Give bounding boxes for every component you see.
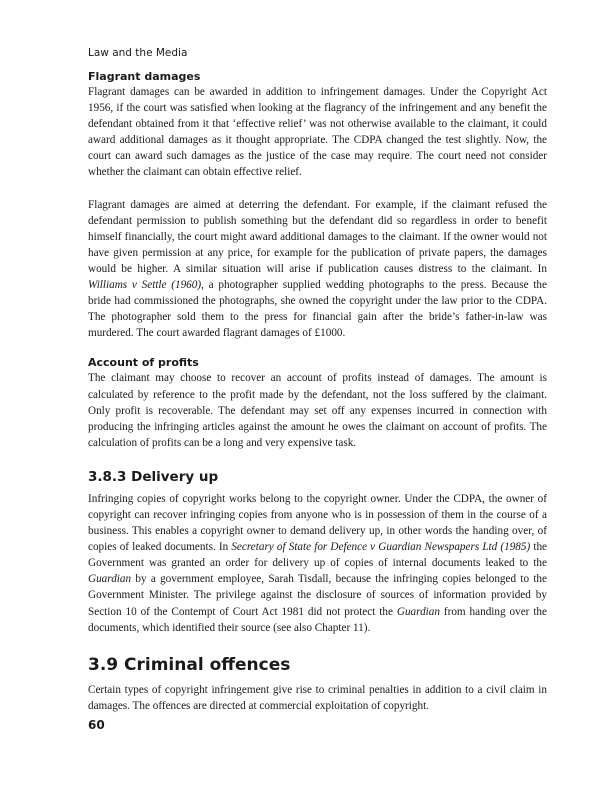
flagrant-damages-heading: Flagrant damages: [88, 70, 201, 83]
book-page: [88, 46, 547, 733]
running-head: Law and the Media: [88, 47, 188, 59]
newspaper-name: Guardian: [88, 573, 132, 586]
flagrant-damages-paragraph-2: Flagrant damages are aimed at deterring the defendant. For example, if the claimant refused the defendant permission to publish something but the defendant did so regardless in order to benefit himself financially, the court might award additional damages to the claimant. If the owner would not have given permission at any price, for example for the publication of private papers, the damages would be higher. A similar situation will arise if publication causes distress to the claimant. In Williams v Settle (1960), a photographer supplied wedding photographs to the press. Because the bride had commissioned the photographs, she owned the copyright under the law prior to the CDPA. The photographer sold them to the press for financial gain after the bride’s father-in-law was murdered. The court awarded flagrant damages of £1000.: [88, 198, 547, 340]
flagrant-damages-paragraph-1: Flagrant damages can be awarded in addition to infringement damages. Under the Copyright Act 1956, if the court was satisfied when looking at the flagrancy of the infringement and any benefit the defendant obtained from it that ‘effective relief’ was not otherwise available to the claimant, it could award additional damages as it thought appropriate. The CDPA changed the test slightly. Now, the court can award such damages as the justice of the case may require. The court need not consider whether the claimant can obtain effective relief.: [88, 86, 547, 179]
delivery-up-paragraph: Infringing copies of copyright works belong to the copyright owner. Under the CDPA, the owner of copyright can recover infringing copies from anyone who is in possession of them in the course of a business. This enables a copyright owner to demand delivery up, in other words the handing over, of copies of leaked documents. In Secretary of State for Defence v Guardian Newspapers Ltd (1985) the Government was granted an order for delivery up of copies of internal documents leaked to the Guardian by a government employee, Sarah Tisdall, because the infringing copies belonged to the Government Minister. The privilege against the disclosure of sources of information provided by Section 10 of the Contempt of Court Act 1981 did not protect the Guardian from handing over the documents, which identified their source (see also Chapter 11).: [88, 492, 547, 634]
section-delivery-up-heading: 3.8.3 Delivery up: [88, 468, 219, 485]
account-of-profits-heading: Account of profits: [88, 356, 199, 370]
account-of-profits-paragraph: The claimant may choose to recover an account of profits instead of damages. The amount is calculated by reference to the profit made by the defendant, not the loss suffered by the claimant. Only profit is recoverable. The defendant may set off any expenses incurred in connection with producing the infringing articles against the amount he owes the claimant on account of profits. The calculation of profits can be a long and very expensive task.: [88, 372, 547, 449]
page-number: 60: [88, 717, 105, 732]
criminal-offences-paragraph: Certain types of copyright infringement give rise to criminal penalties in addition to a civil claim in damages. The offences are directed at commercial exploitation of copyright.: [88, 683, 547, 712]
section-criminal-offences-heading: 3.9 Criminal offences: [88, 654, 291, 675]
case-name-secretary-of-state: Secretary of State for Defence v Guardian Newspapers Ltd (1985): [231, 541, 531, 554]
case-name-williams-v-settle: Williams v Settle (1960): [88, 279, 202, 292]
newspaper-name: Guardian: [396, 605, 440, 618]
